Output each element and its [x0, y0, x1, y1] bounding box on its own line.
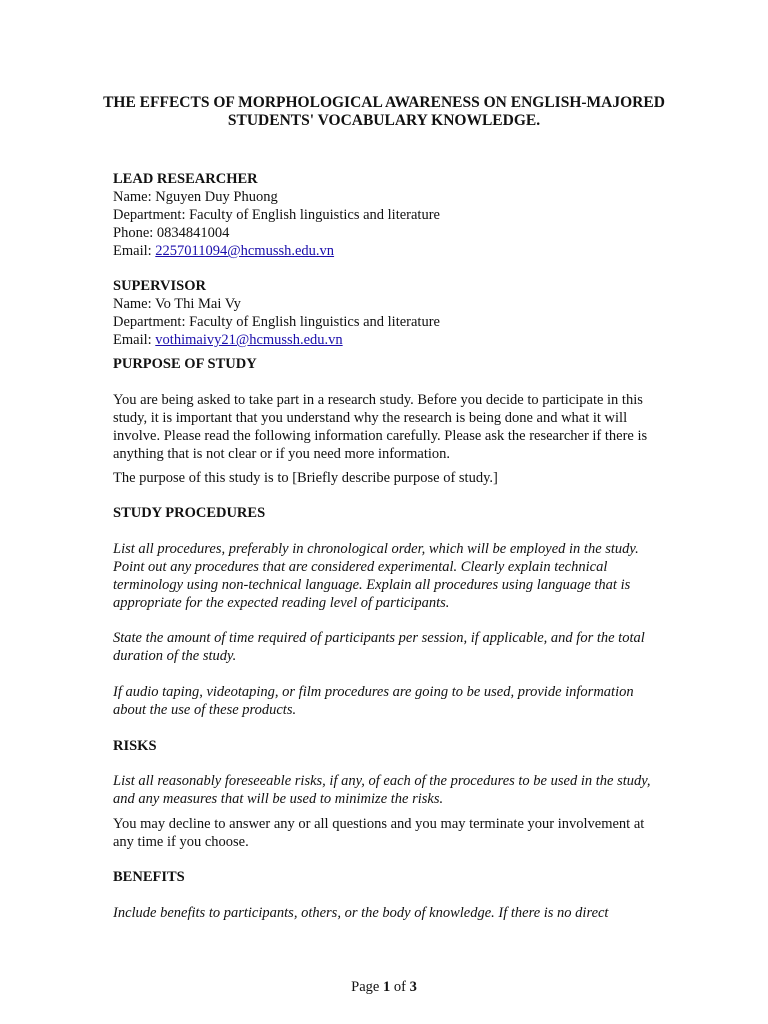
lead-researcher-phone: Phone: 0834841004	[113, 225, 230, 241]
supervisor-heading: SUPERVISOR	[113, 278, 206, 294]
risks-heading: RISKS	[113, 738, 157, 754]
procedures-heading: STUDY PROCEDURES	[113, 505, 266, 521]
procedures-paragraph-3: If audio taping, videotaping, or film procedures are going to be used, provide information about the use of these products.	[113, 684, 634, 718]
lead-researcher-name: Name: Nguyen Duy Phuong	[113, 189, 278, 205]
procedures-paragraph-1: List all procedures, preferably in chronological order, which will be employed in the study. Point out any procedures that are considered experimental. Clearly explain technical terminology using non-technical language. Explain all procedures using language that is appropriate for the expected reading level of participants.	[113, 541, 639, 611]
page-footer	[0, 979, 768, 996]
benefits-paragraph-1: Include benefits to participants, others, or the body of knowledge. If there is no direct	[113, 905, 609, 921]
lead-researcher-email-link[interactable]: 2257011094@hcmussh.edu.vn	[155, 243, 335, 259]
purpose-paragraph-1: You are being asked to take part in a research study. Before you decide to participate in this study, it is important that you understand why the research is being done and what it will involve. Please read the following information carefully. Please ask the researcher if there is anything that is not clear or if you need more information.	[113, 392, 648, 462]
footer-of-word: of	[393, 979, 406, 995]
lead-researcher-email-line	[113, 242, 658, 260]
supervisor-email-label: Email:	[113, 332, 156, 348]
document-title: THE EFFECTS OF MORPHOLOGICAL AWARENESS ON ENGLISH-MAJORED STUDENTS' VOCABULARY KNOWLEDGE.	[103, 94, 665, 129]
supervisor-email-line	[113, 331, 658, 349]
supervisor-name: Name: Vo Thi Mai Vy	[113, 296, 241, 312]
procedures-paragraph-2: State the amount of time required of participants per session, if applicable, and for the total duration of the study.	[113, 630, 645, 664]
supervisor-section	[113, 277, 658, 349]
purpose-paragraph-2: The purpose of this study is to [Briefly describe purpose of study.]	[113, 470, 498, 486]
lead-researcher-department: Department: Faculty of English linguistics and literature	[113, 207, 440, 223]
lead-researcher-section	[113, 170, 658, 260]
lead-researcher-email-label: Email:	[113, 243, 156, 259]
supervisor-email-link[interactable]: vothimaivy21@hcmussh.edu.vn	[155, 332, 343, 348]
risks-paragraph-1: List all reasonably foreseeable risks, if any, of each of the procedures to be used in the study, and any measures that will be used to minimize the risks.	[113, 773, 651, 807]
supervisor-department: Department: Faculty of English linguistics and literature	[113, 314, 440, 330]
footer-page-word: Page	[351, 979, 380, 995]
risks-paragraph-2: You may decline to answer any or all questions and you may terminate your involvement at any time if you choose.	[113, 816, 645, 850]
footer-current-page: 1	[382, 979, 391, 995]
lead-researcher-heading: LEAD RESEARCHER	[113, 171, 258, 187]
purpose-heading: PURPOSE OF STUDY	[113, 356, 257, 372]
footer-total-pages: 3	[409, 979, 417, 995]
benefits-heading: BENEFITS	[113, 869, 185, 885]
